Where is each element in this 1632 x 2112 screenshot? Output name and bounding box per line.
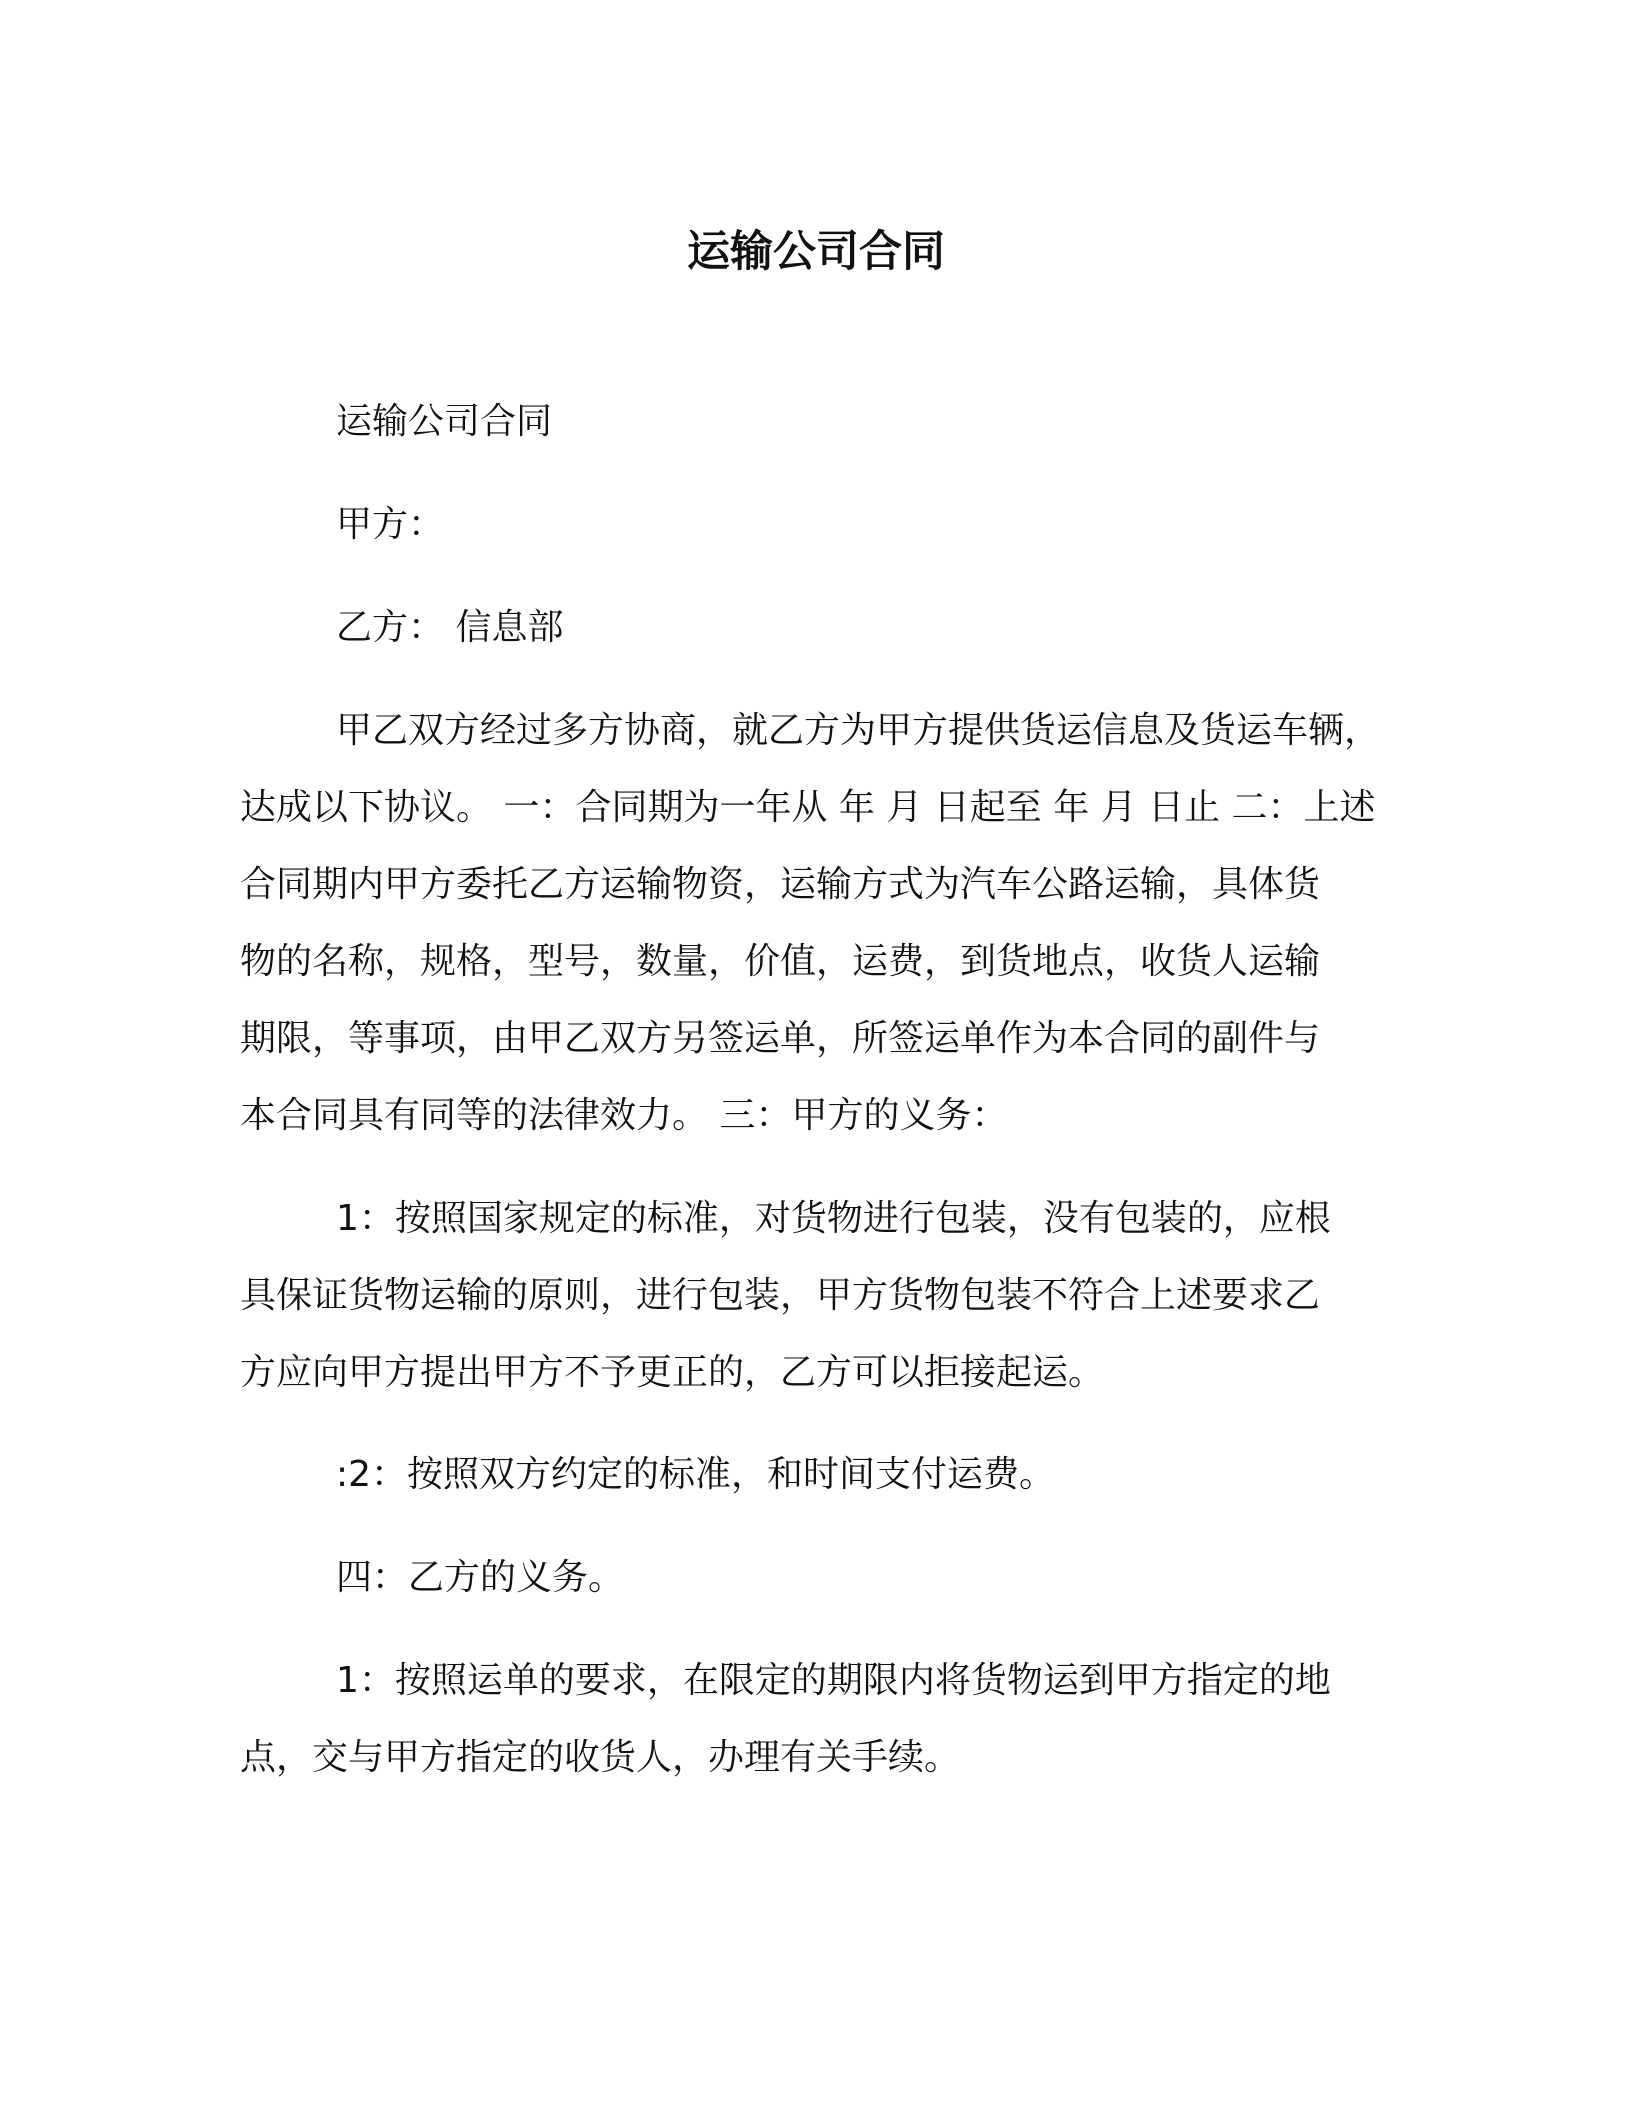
agreement-line: 本合同具有同等的法律效力。 三：甲方的义务： xyxy=(240,1095,1008,1136)
party-b-text: 乙方： 信息部 xyxy=(336,607,564,648)
duty-line: 1：按照国家规定的标准，对货物进行包装，没有包装的，应根 xyxy=(336,1198,1331,1239)
agreement-line: 合同期内甲方委托乙方运输物资，运输方式为汽车公路运输，具体货 xyxy=(240,864,1321,905)
duty-line: 方应向甲方提出甲方不予更正的，乙方可以拒接起运。 xyxy=(240,1352,1105,1393)
agreement-line: 甲乙双方经过多方协商，就乙方为甲方提供货运信息及货运车辆， xyxy=(336,710,1381,751)
party-a-text: 甲方： xyxy=(336,504,445,545)
agreement-paragraph xyxy=(240,692,1400,1154)
party-a-line xyxy=(240,486,1400,563)
contract-heading-text: 运输公司合同 xyxy=(336,401,553,442)
party-a-duty-2 xyxy=(240,1436,1400,1513)
party-a-duty-1 xyxy=(240,1180,1400,1411)
section-4-heading xyxy=(240,1539,1400,1616)
party-b-duty-1 xyxy=(240,1642,1400,1796)
agreement-line: 达成以下协议。 一：合同期为一年从 年 月 日起至 年 月 日止 二：上述 xyxy=(240,787,1376,828)
section-4-text: 四：乙方的义务。 xyxy=(336,1557,625,1598)
agreement-line: 物的名称，规格，型号，数量，价值，运费，到货地点，收货人运输 xyxy=(240,941,1321,982)
document-title: 运输公司合同 xyxy=(687,227,945,277)
agreement-line: 期限，等事项，由甲乙双方另签运单，所签运单作为本合同的副件与 xyxy=(240,1018,1321,1059)
contract-heading xyxy=(240,383,1400,460)
duty-line: 具保证货物运输的原则，进行包装，甲方货物包装不符合上述要求乙 xyxy=(240,1275,1321,1316)
duty-line: :2：按照双方约定的标准，和时间支付运费。 xyxy=(336,1454,1056,1495)
duty-line: 点，交与甲方指定的收货人，办理有关手续。 xyxy=(240,1737,961,1778)
party-b-line xyxy=(240,589,1400,666)
duty-line: 1：按照运单的要求，在限定的期限内将货物运到甲方指定的地 xyxy=(336,1660,1331,1701)
